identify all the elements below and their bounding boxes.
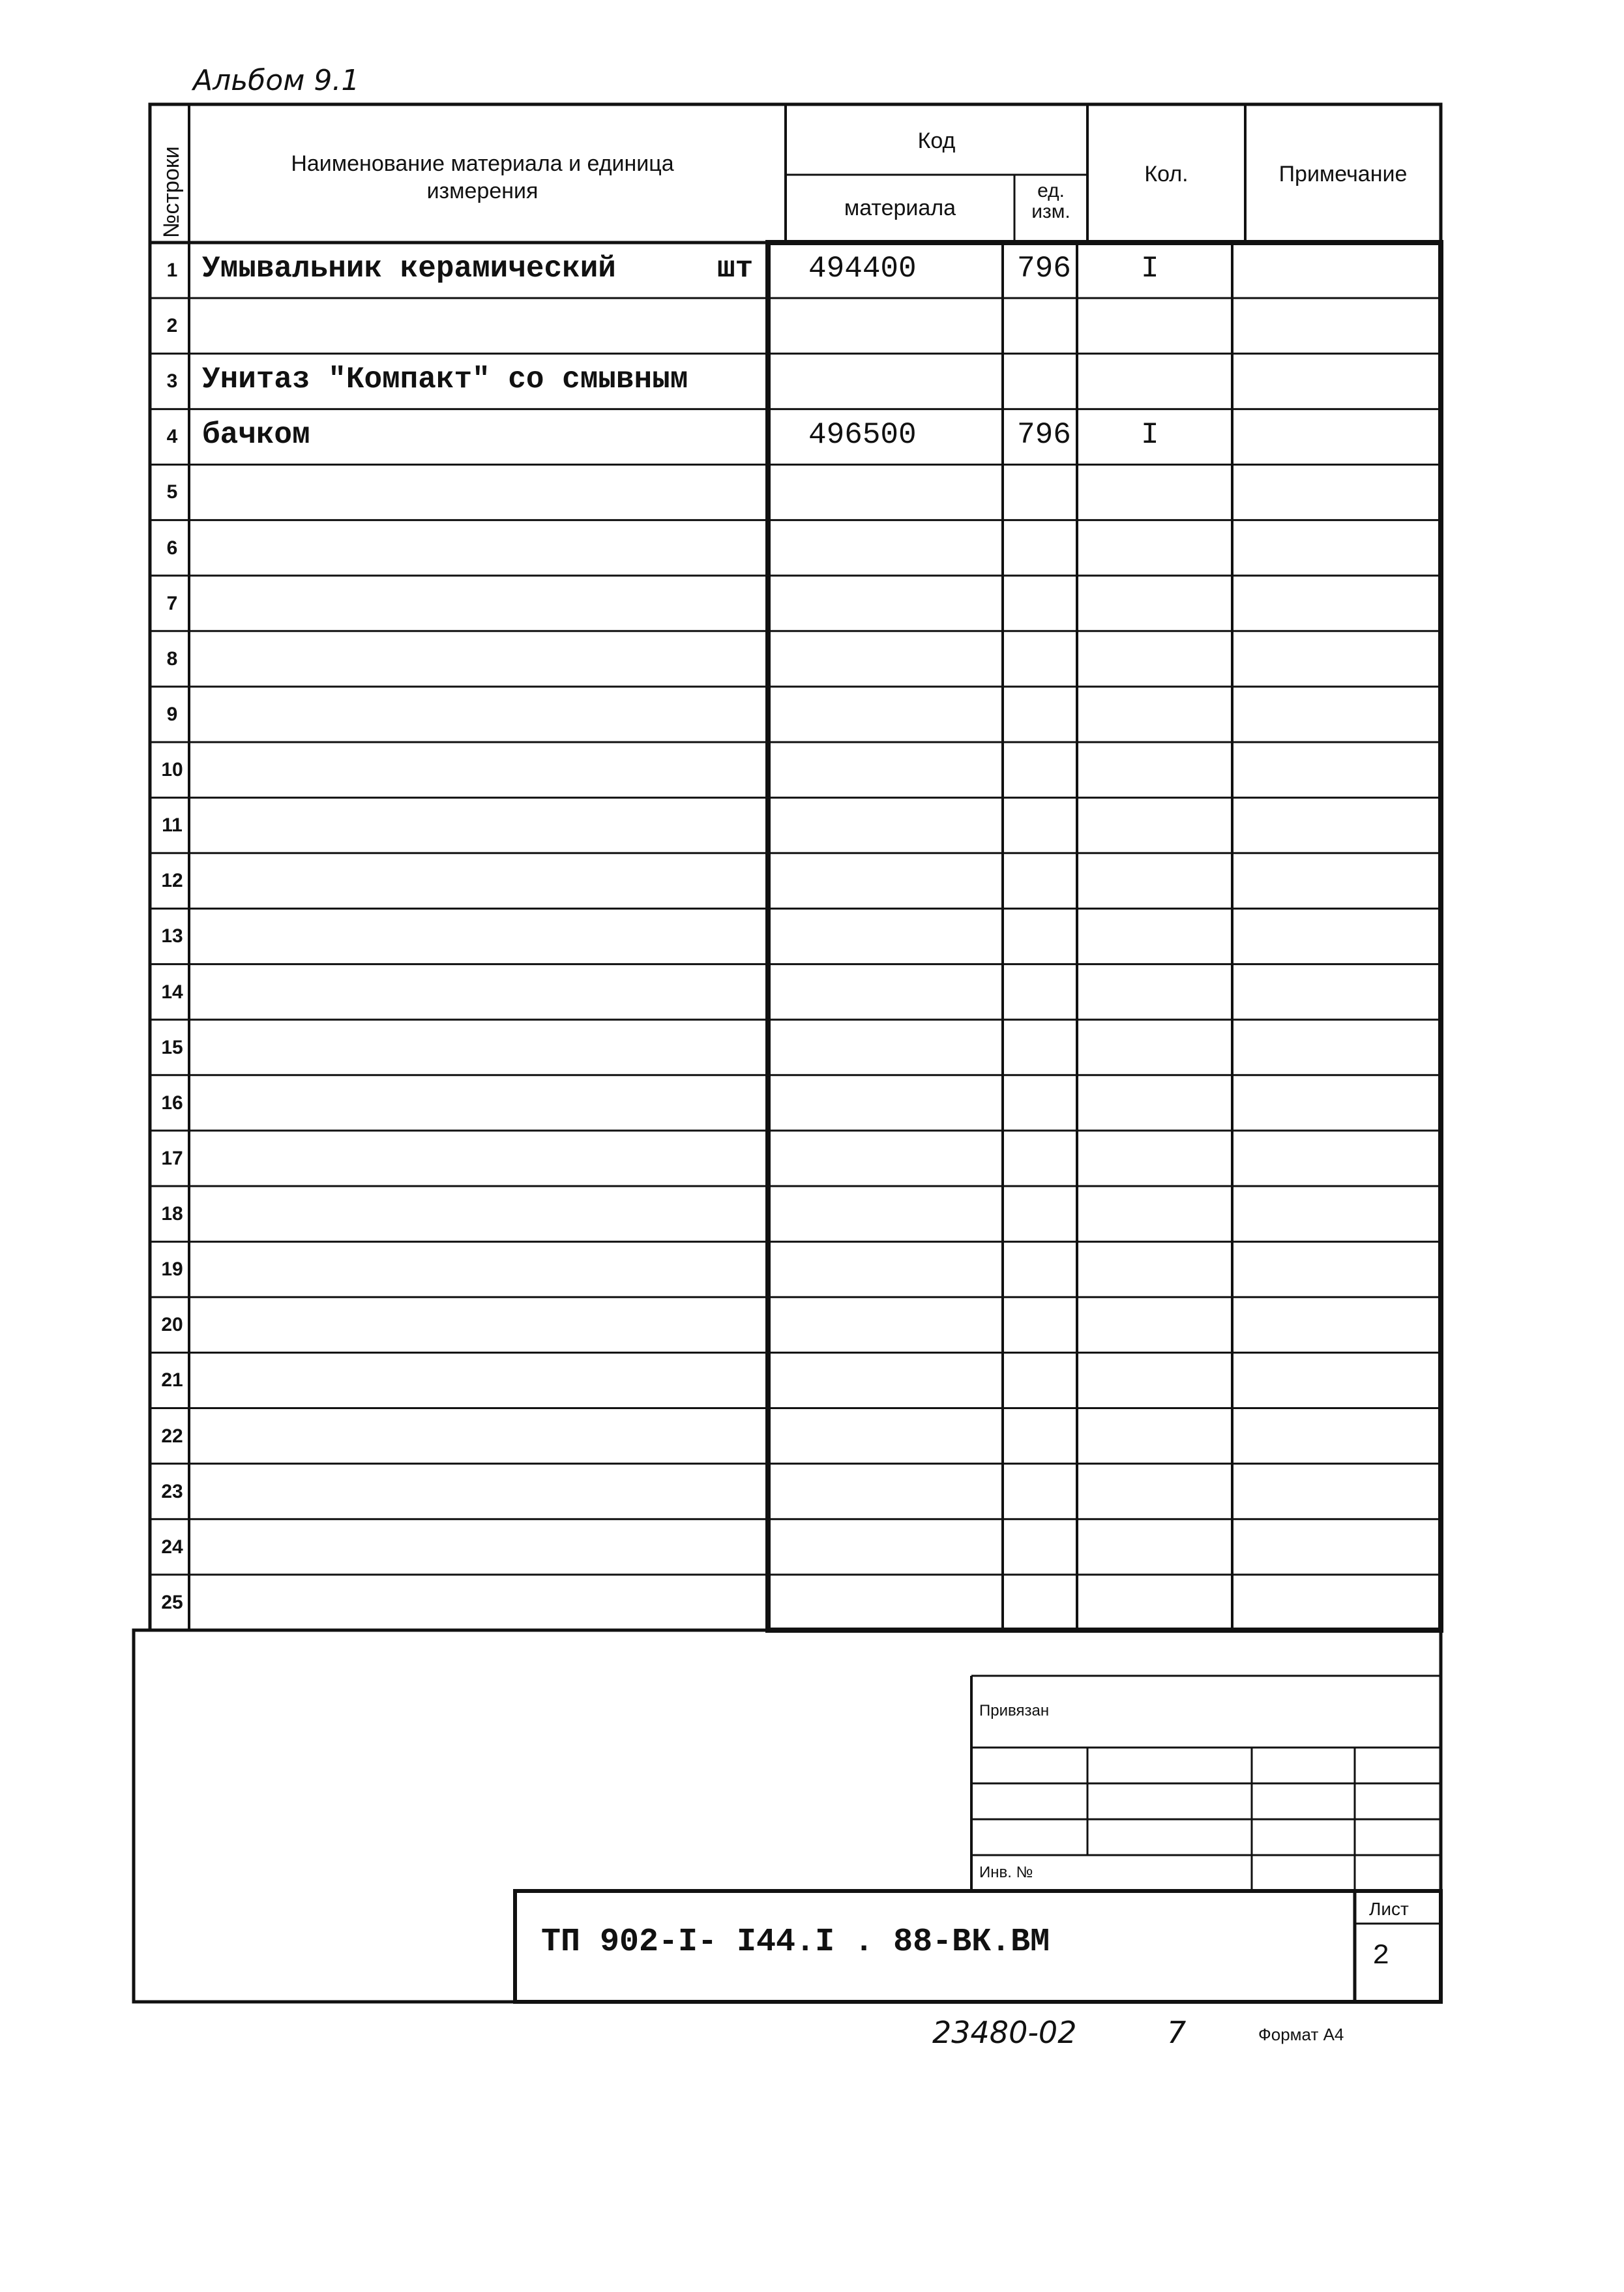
row-number: 24 (161, 1536, 183, 1558)
name-header: Наименование материала и единица измерения (291, 151, 674, 203)
sheet-number: 2 (1372, 1940, 1390, 1972)
quantity-header: Кол. (1144, 162, 1188, 186)
footer-page: 7 (1167, 2015, 1187, 2050)
format-label: Формат А4 (1258, 2025, 1344, 2044)
row-number: 17 (161, 1147, 183, 1169)
row-number: 25 (161, 1591, 183, 1613)
unit-header-line2: изм. (1031, 201, 1070, 222)
row-number: 4 (166, 426, 178, 448)
material-unit: шт (717, 252, 754, 286)
row-number: 12 (161, 870, 183, 892)
sheet-label: Лист (1369, 1899, 1409, 1919)
row-number: 8 (166, 647, 178, 670)
material-code-header: материала (844, 196, 956, 220)
unit-code: 796 (1017, 252, 1071, 286)
quantity: I (1141, 418, 1159, 453)
row-number: 18 (161, 1203, 183, 1225)
row-number: 11 (162, 814, 183, 837)
row-number: 13 (161, 925, 183, 947)
row-number: 1 (166, 260, 178, 281)
unit-header-line1: ед. (1037, 180, 1065, 201)
material-code: 494400 (808, 252, 917, 286)
row-number: 10 (161, 759, 183, 781)
quantity: I (1141, 252, 1159, 286)
document-designation: ТП 902-I- I44.I . 88-ВК.ВМ (541, 1924, 1050, 1961)
row-number: 3 (166, 370, 178, 393)
row-number: 19 (161, 1258, 183, 1281)
row-number-header: №строки (159, 146, 184, 238)
inventory-number-label: Инв. № (979, 1864, 1033, 1881)
row-number: 7 (166, 592, 178, 614)
row-number: 2 (166, 315, 178, 337)
material-name: Умывальник керамический (202, 252, 616, 286)
row-number: 6 (166, 537, 178, 559)
privyazan-label: Привязан (979, 1702, 1050, 1719)
row-number: 23 (161, 1480, 183, 1502)
row-number: 9 (166, 703, 178, 725)
album-label: Альбом 9.1 (193, 64, 360, 97)
code-header: Код (917, 128, 956, 153)
footer-number: 23480-02 (932, 2015, 1077, 2050)
row-number: 5 (166, 481, 178, 503)
unit-code: 796 (1017, 418, 1071, 453)
row-number: 20 (161, 1314, 183, 1336)
material-name: бачком (202, 418, 310, 453)
row-number: 15 (161, 1036, 183, 1058)
note-header: Примечание (1278, 162, 1408, 186)
material-code: 496500 (808, 418, 917, 453)
row-number: 14 (161, 981, 183, 1003)
row-number: 16 (161, 1092, 183, 1114)
material-name: Унитаз "Компакт" со смывным (202, 363, 688, 397)
row-number: 21 (161, 1369, 183, 1392)
row-number: 22 (161, 1425, 183, 1447)
